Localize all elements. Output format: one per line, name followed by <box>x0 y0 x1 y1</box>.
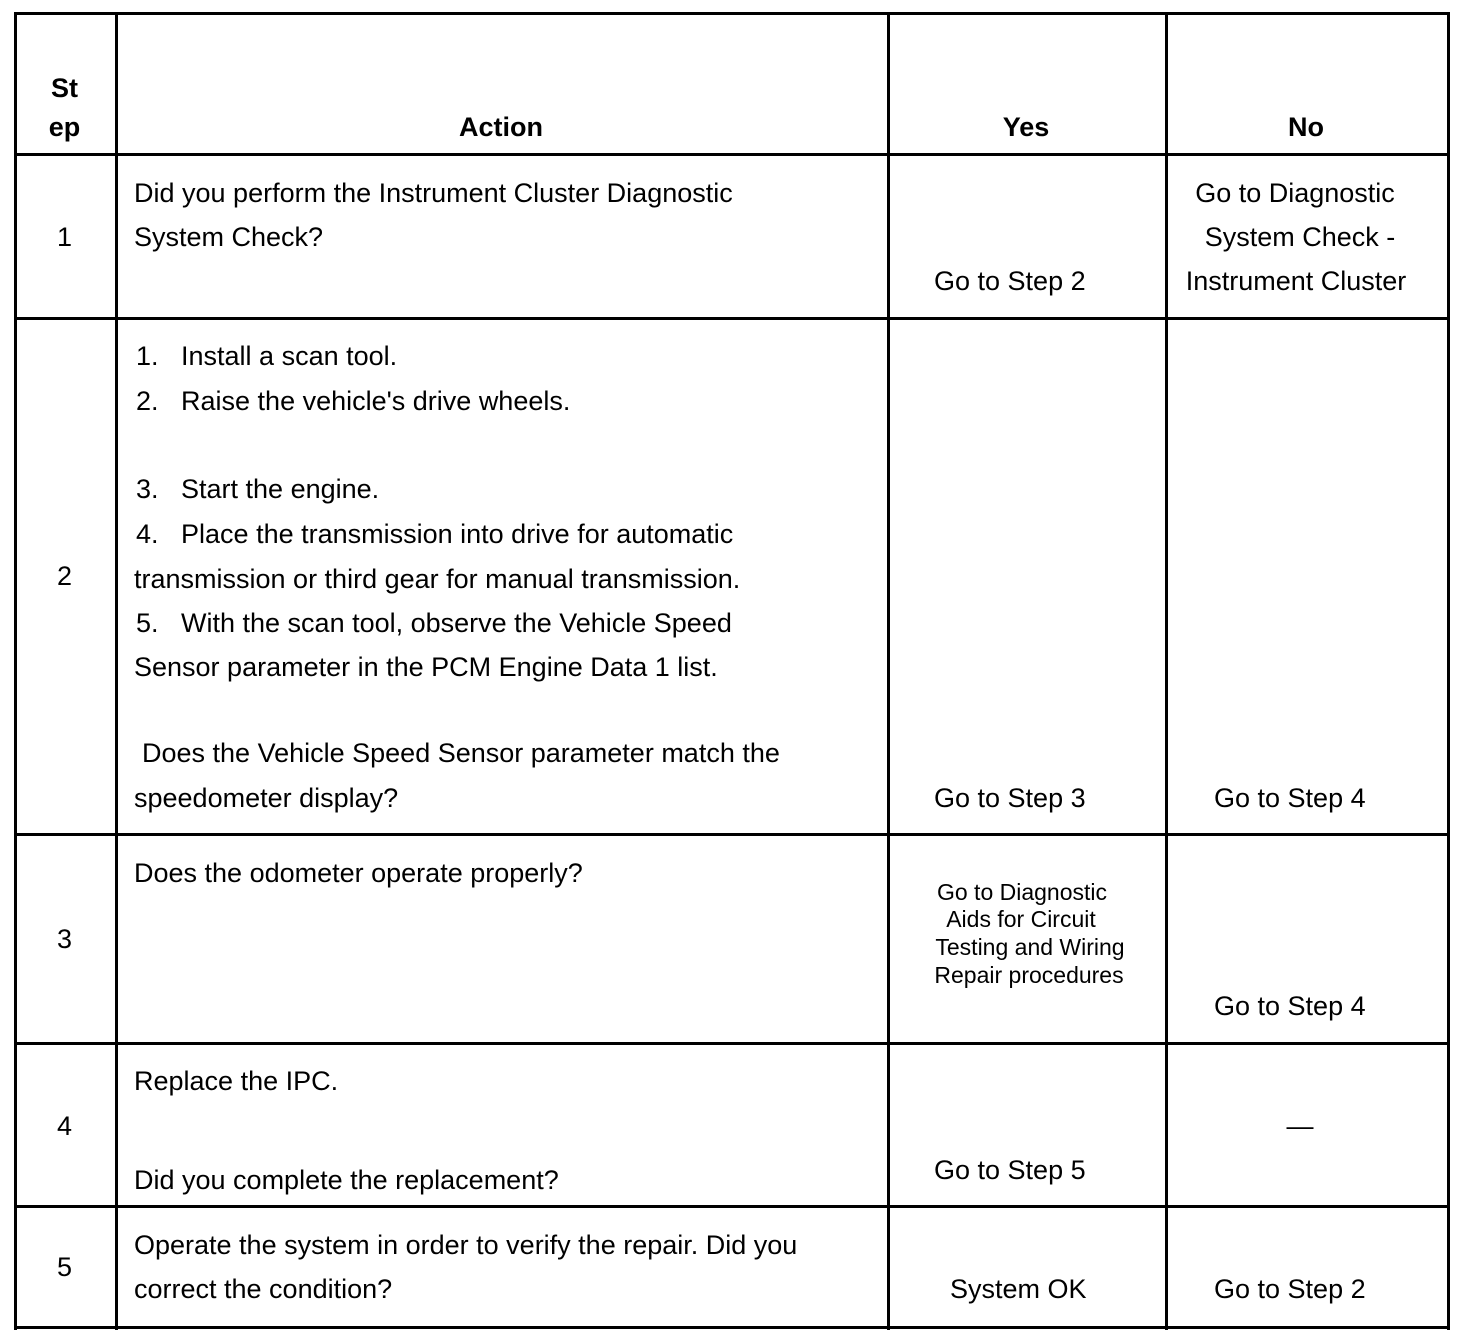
action-step-item: Sensor parameter in the PCM Engine Data 1 list. <box>134 652 718 682</box>
yes-result: System OK <box>950 1274 1087 1304</box>
yes-result: Go to Diagnostic <box>936 879 1108 905</box>
yes-result: Aids for Circuit <box>946 906 1096 932</box>
action-step-item: 2. Raise the vehicle's drive wheels. <box>136 386 571 416</box>
no-result-dash: — <box>1286 1111 1314 1141</box>
step-number: 2 <box>56 561 73 591</box>
no-result: Go to Diagnostic <box>1195 178 1395 208</box>
action-text: Replace the IPC. <box>134 1066 339 1096</box>
yes-result: Go to Step 5 <box>934 1155 1086 1185</box>
action-text: correct the condition? <box>134 1274 393 1304</box>
step-number: 1 <box>56 222 73 252</box>
step-number: 5 <box>56 1252 73 1282</box>
action-text: System Check? <box>134 222 324 252</box>
header-action: Action <box>459 112 543 142</box>
action-step-item: 5. With the scan tool, observe the Vehicle Speed <box>136 608 732 638</box>
step-number: 4 <box>56 1111 73 1141</box>
yes-result: Go to Step 3 <box>934 783 1086 813</box>
header-yes: Yes <box>1002 112 1050 142</box>
table-border-top <box>14 12 1450 15</box>
col-divider-action <box>887 12 890 1330</box>
diagnostic-table <box>14 12 1450 1330</box>
row-divider-1 <box>14 317 1450 320</box>
table-border-bottom <box>14 1326 1450 1329</box>
action-text: Does the odometer operate properly? <box>134 858 583 888</box>
table-border-right <box>1447 12 1450 1330</box>
no-result: Go to Step 4 <box>1214 991 1366 1021</box>
col-divider-step <box>115 12 118 1330</box>
header-no: No <box>1288 112 1324 142</box>
yes-result: Go to Step 2 <box>934 266 1086 296</box>
yes-result: Testing and Wiring <box>935 934 1125 960</box>
row-divider-2 <box>14 833 1450 836</box>
action-text: Does the Vehicle Speed Sensor parameter match the <box>142 738 780 768</box>
action-text: Did you perform the Instrument Cluster Diagnostic <box>134 178 733 208</box>
action-text: Operate the system in order to verify the repair. Did you <box>134 1230 798 1260</box>
action-step-item: 4. Place the transmission into drive for automatic <box>136 519 734 549</box>
no-result: Go to Step 2 <box>1214 1274 1366 1304</box>
row-divider-4 <box>14 1205 1450 1208</box>
action-step-item: 1. Install a scan tool. <box>136 341 398 371</box>
action-step-item: transmission or third gear for manual transmission. <box>134 564 741 594</box>
step-number: 3 <box>56 924 73 954</box>
header-step-line1: St <box>51 73 78 103</box>
header-step-line2: ep <box>48 112 81 142</box>
no-result: System Check - <box>1204 222 1396 252</box>
row-divider-3 <box>14 1042 1450 1045</box>
action-step-item: 3. Start the engine. <box>136 474 380 504</box>
action-text: speedometer display? <box>134 783 399 813</box>
action-text: Did you complete the replacement? <box>134 1165 559 1195</box>
no-result: Go to Step 4 <box>1214 783 1366 813</box>
yes-result: Repair procedures <box>934 962 1124 988</box>
header-divider <box>14 153 1450 156</box>
no-result: Instrument Cluster <box>1185 266 1407 296</box>
